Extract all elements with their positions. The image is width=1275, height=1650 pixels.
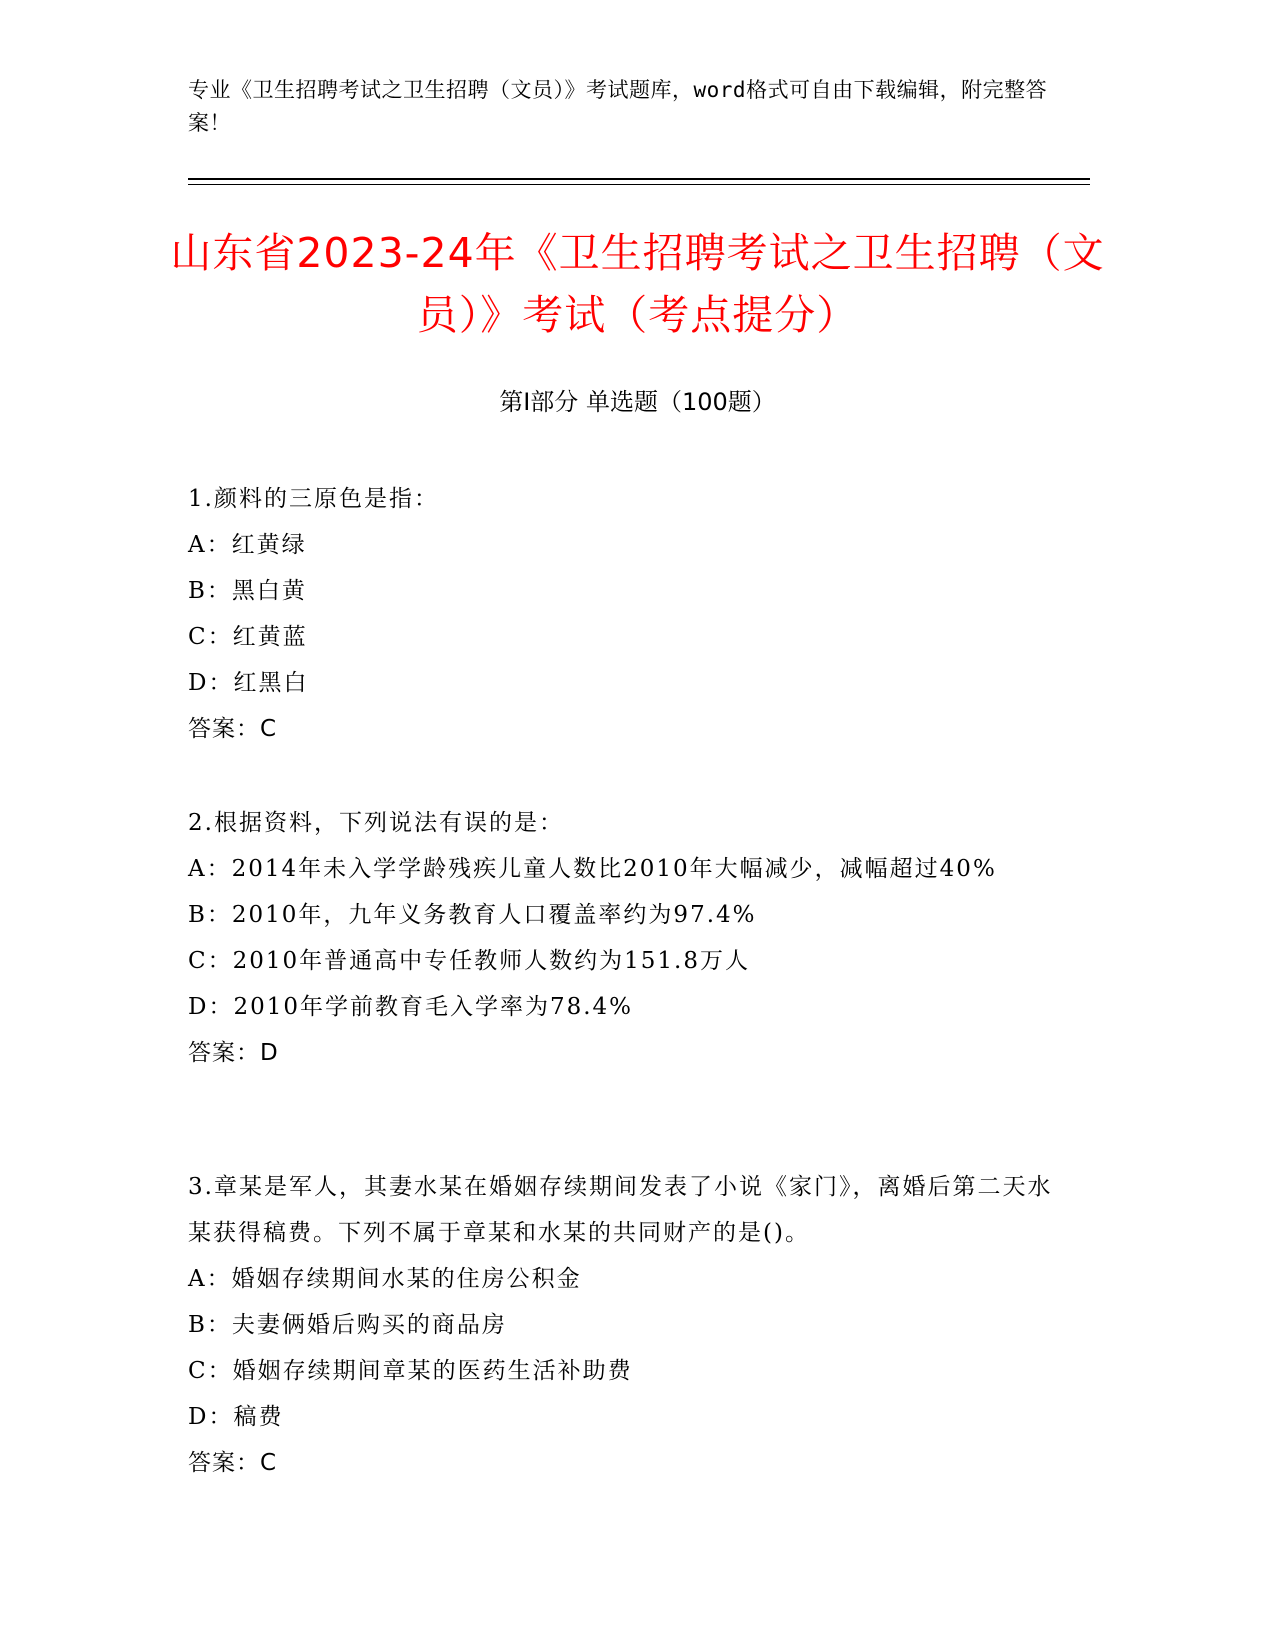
question-stem: 2.根据资料，下列说法有误的是：: [188, 810, 564, 836]
question-1: [188, 476, 1068, 752]
header-note: 专业《卫生招聘考试之卫生招聘（文员）》考试题库，word格式可自由下载编辑，附完整答案！: [188, 78, 1048, 135]
option-b: B：夫妻俩婚后购买的商品房: [188, 1312, 507, 1338]
question-stem: 3.章某是军人，其妻水某在婚姻存续期间发表了小说《家门》，离婚后第二天水某获得稿费。下列不属于章某和水某的共同财产的是()。: [188, 1174, 1053, 1246]
question-2: [188, 800, 1068, 1076]
answer-line: 答案：D: [188, 1040, 279, 1066]
option-d: D：稿费: [188, 1404, 284, 1430]
document-title: 山东省2023-24年《卫生招聘考试之卫生招聘（文员）》考试（考点提分）: [170, 229, 1105, 339]
option-d: D：2010年学前教育毛入学率为78.4%: [188, 994, 634, 1020]
section-heading: 第Ⅰ部分 单选题（100题）: [499, 388, 776, 416]
option-a: A：婚姻存续期间水某的住房公积金: [188, 1266, 582, 1292]
option-a: A：2014年未入学学龄残疾儿童人数比2010年大幅减少，减幅超过40%: [188, 856, 997, 882]
answer-line: 答案：C: [188, 1450, 278, 1476]
option-b: B：黑白黄: [188, 578, 307, 604]
option-c: C：2010年普通高中专任教师人数约为151.8万人: [188, 948, 750, 974]
question-3: [188, 1164, 1068, 1486]
option-b: B：2010年，九年义务教育人口覆盖率约为97.4%: [188, 902, 757, 928]
option-c: C：婚姻存续期间章某的医药生活补助费: [188, 1358, 633, 1384]
option-a: A：红黄绿: [188, 532, 307, 558]
option-d: D：红黑白: [188, 670, 309, 696]
question-stem: 1.颜料的三原色是指：: [188, 486, 439, 512]
header-rule-thick: [188, 178, 1090, 180]
option-c: C：红黄蓝: [188, 624, 308, 650]
header-rule-thin: [188, 184, 1090, 185]
answer-line: 答案：C: [188, 716, 278, 742]
